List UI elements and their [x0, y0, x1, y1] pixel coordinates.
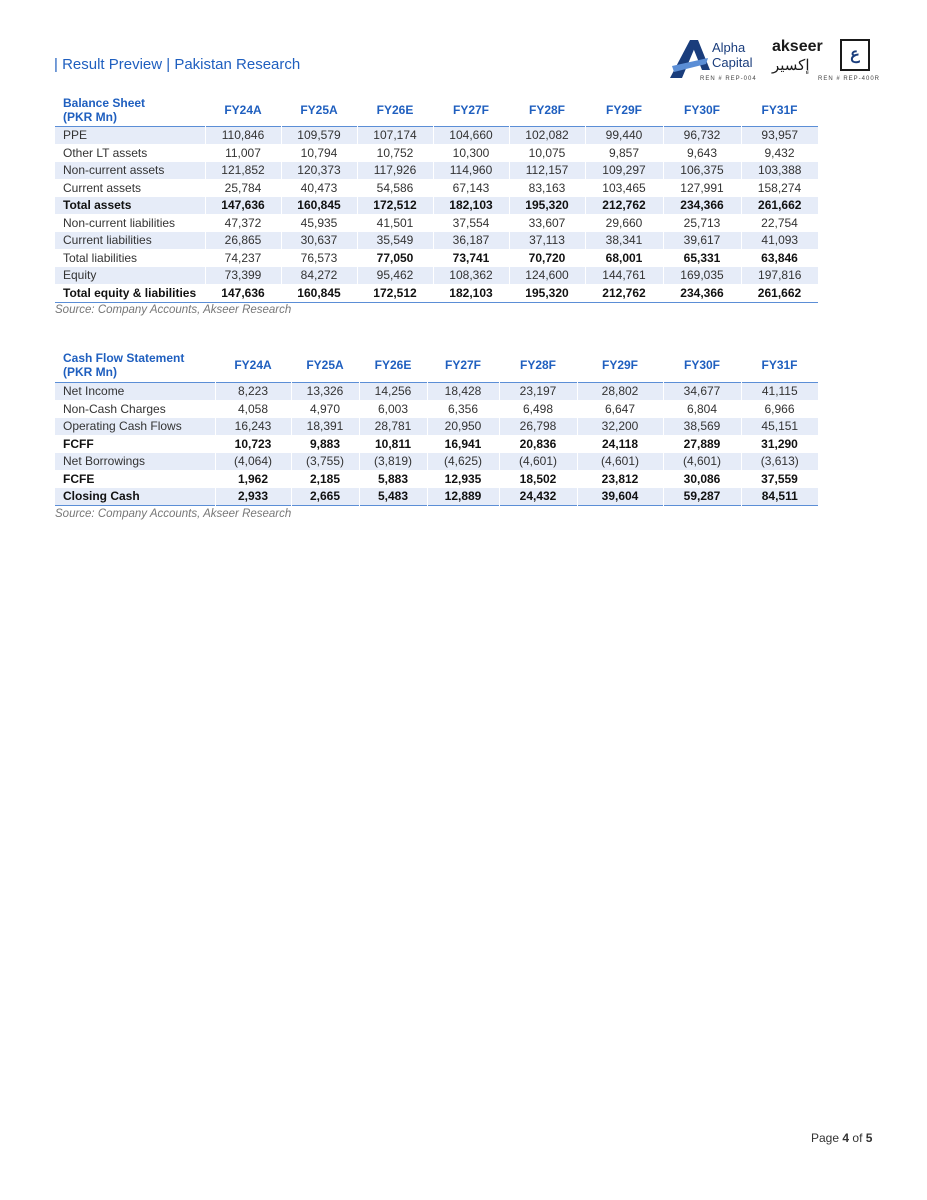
- balance-sheet-table: [55, 94, 818, 303]
- row-label: PPE: [55, 126, 205, 144]
- table-cell: 41,115: [741, 382, 818, 400]
- table-cell: 9,883: [309, 436, 341, 451]
- column-header: FY28F: [519, 358, 556, 373]
- row-label: FCFF: [63, 436, 94, 451]
- table-cell: 158,274: [757, 180, 802, 195]
- table-cell: (4,601): [663, 453, 741, 471]
- table-cell: 172,512: [357, 197, 433, 215]
- table-cell: 121,852: [205, 162, 281, 180]
- table-cell: 6,003: [377, 401, 409, 416]
- row-label: Non-current liabilities: [63, 215, 176, 230]
- cash-flow-source: Source: Company Accounts, Akseer Research: [55, 508, 292, 520]
- table-cell: 59,287: [663, 488, 741, 506]
- row-label: Equity: [55, 267, 205, 285]
- table-cell: 25,713: [683, 215, 721, 230]
- table-cell: (3,819): [359, 453, 427, 471]
- table-cell: 26,798: [499, 418, 577, 436]
- table-cell: 2,185: [309, 471, 341, 486]
- table-cell: 29,660: [605, 215, 643, 230]
- table-cell: 10,752: [376, 145, 414, 160]
- table-cell: 13,326: [291, 382, 359, 400]
- table-cell: 10,300: [452, 145, 490, 160]
- table-cell: 104,660: [433, 126, 509, 144]
- table-cell: 26,865: [205, 232, 281, 250]
- table-cell: 36,187: [433, 232, 509, 250]
- table-cell: 234,366: [680, 285, 724, 300]
- table-cell: (4,601): [499, 453, 577, 471]
- table-row: [55, 144, 818, 162]
- table-cell: 16,941: [444, 436, 482, 451]
- table-cell: 14,256: [359, 382, 427, 400]
- table-cell: 195,320: [509, 197, 585, 215]
- table-cell: 172,512: [373, 285, 417, 300]
- table-cell: 45,935: [300, 215, 338, 230]
- table-cell: 212,762: [602, 285, 646, 300]
- table-cell: 96,732: [663, 126, 741, 144]
- table-cell: 160,845: [297, 285, 341, 300]
- table-cell: 33,607: [528, 215, 566, 230]
- table-cell: 37,554: [452, 215, 490, 230]
- row-label: Non-Cash Charges: [63, 401, 166, 416]
- table-cell: 6,498: [522, 401, 554, 416]
- table-cell: 27,889: [683, 436, 721, 451]
- table-cell: 169,035: [663, 267, 741, 285]
- table-cell: 95,462: [357, 267, 433, 285]
- table-cell: 234,366: [663, 197, 741, 215]
- column-header: FY28F: [528, 102, 565, 117]
- table-cell: 30,637: [281, 232, 357, 250]
- table-cell: 25,784: [224, 180, 262, 195]
- akseer-logo-text: akseer: [772, 38, 823, 55]
- column-header: FY29F: [601, 358, 638, 373]
- table-cell: 9,432: [764, 145, 795, 160]
- table-cell: 5,883: [377, 471, 409, 486]
- akseer-logo-box-icon: ع: [840, 39, 870, 71]
- table-row: [55, 435, 818, 453]
- table-cell: 35,549: [357, 232, 433, 250]
- table-cell: 11,007: [225, 145, 261, 160]
- cash-flow-title-line2: (PKR Mn): [63, 365, 117, 380]
- of-word: of: [852, 1131, 863, 1145]
- table-cell: 114,960: [433, 162, 509, 180]
- table-cell: 117,926: [357, 162, 433, 180]
- table-cell: 18,502: [519, 471, 557, 486]
- table-cell: 2,933: [215, 488, 291, 506]
- cash-flow-table: [55, 349, 818, 506]
- table-cell: 47,372: [224, 215, 262, 230]
- table-row: [55, 162, 818, 180]
- row-label: Net Income: [55, 382, 215, 400]
- table-cell: 76,573: [300, 250, 338, 265]
- table-cell: 18,428: [427, 382, 499, 400]
- column-header: FY27F: [452, 102, 489, 117]
- column-header: FY29F: [605, 102, 642, 117]
- table-cell: 261,662: [757, 285, 802, 300]
- table-cell: 73,741: [452, 250, 490, 265]
- column-header: FY24A: [224, 102, 262, 117]
- table-cell: 195,320: [525, 285, 569, 300]
- table-cell: 54,586: [376, 180, 414, 195]
- column-header: FY24A: [234, 358, 272, 373]
- table-cell: 37,559: [761, 471, 798, 486]
- table-cell: 4,970: [309, 401, 341, 416]
- table-cell: 68,001: [605, 250, 643, 265]
- table-cell: 38,341: [585, 232, 663, 250]
- row-label: Net Borrowings: [55, 453, 215, 471]
- alpha-logo-line2: Capital: [712, 55, 753, 70]
- table-cell: 261,662: [741, 197, 818, 215]
- page-header-title: | Result Preview | Pakistan Research: [54, 56, 301, 73]
- table-cell: 1,962: [237, 471, 269, 486]
- table-cell: 40,473: [300, 180, 338, 195]
- table-cell: 22,754: [761, 215, 798, 230]
- table-cell: 32,200: [577, 418, 663, 436]
- balance-sheet-title-line1: Balance Sheet: [63, 95, 146, 110]
- table-cell: 8,223: [215, 382, 291, 400]
- table-row: [55, 214, 818, 232]
- table-cell: (3,613): [741, 453, 818, 471]
- table-cell: 182,103: [449, 285, 493, 300]
- table-cell: 106,375: [663, 162, 741, 180]
- table-cell: 12,889: [427, 488, 499, 506]
- page-number: [811, 1131, 872, 1145]
- table-cell: 6,966: [764, 401, 795, 416]
- table-row: [55, 126, 818, 144]
- row-label: Operating Cash Flows: [55, 418, 215, 436]
- row-label: Non-current assets: [55, 162, 205, 180]
- table-cell: 24,432: [499, 488, 577, 506]
- table-cell: 70,720: [528, 250, 566, 265]
- table-cell: 160,845: [281, 197, 357, 215]
- column-header: FY26E: [374, 358, 412, 373]
- table-row: [55, 249, 818, 267]
- table-cell: (4,625): [427, 453, 499, 471]
- alpha-registration: REN # REP-004: [700, 76, 757, 82]
- page-current: 4: [842, 1131, 850, 1145]
- table-cell: 18,391: [291, 418, 359, 436]
- table-cell: 41,093: [741, 232, 818, 250]
- table-cell: 34,677: [663, 382, 741, 400]
- table-cell: 5,483: [359, 488, 427, 506]
- row-label: Current liabilities: [55, 232, 205, 250]
- table-cell: 12,935: [444, 471, 482, 486]
- table-cell: 84,272: [281, 267, 357, 285]
- table-cell: 147,636: [221, 285, 265, 300]
- balance-sheet-header-row: [55, 94, 818, 126]
- table-cell: 24,118: [601, 436, 639, 451]
- table-cell: 39,604: [577, 488, 663, 506]
- table-cell: 120,373: [281, 162, 357, 180]
- table-cell: 30,086: [683, 471, 721, 486]
- column-header: FY30F: [683, 102, 720, 117]
- table-row: [55, 400, 818, 418]
- table-cell: 28,802: [577, 382, 663, 400]
- cash-flow-header-row: [55, 349, 818, 382]
- table-row: [55, 470, 818, 488]
- row-label: Closing Cash: [55, 488, 215, 506]
- table-cell: 144,761: [585, 267, 663, 285]
- table-cell: 65,331: [683, 250, 721, 265]
- table-cell: 4,058: [237, 401, 269, 416]
- table-cell: 10,811: [374, 436, 412, 451]
- balance-sheet-source: Source: Company Accounts, Akseer Research: [55, 304, 292, 316]
- table-cell: 124,600: [509, 267, 585, 285]
- akseer-logo-arabic: إكسير: [772, 57, 810, 74]
- table-cell: (4,064): [215, 453, 291, 471]
- table-cell: 109,579: [281, 126, 357, 144]
- row-label: Current assets: [63, 180, 142, 195]
- table-cell: 197,816: [741, 267, 818, 285]
- table-cell: 182,103: [433, 197, 509, 215]
- table-row: [55, 382, 818, 400]
- table-cell: 99,440: [585, 126, 663, 144]
- table-cell: 9,643: [686, 145, 718, 160]
- table-cell: 20,950: [427, 418, 499, 436]
- balance-sheet-title-line2: (PKR Mn): [63, 109, 117, 124]
- page-word: Page: [811, 1131, 840, 1145]
- table-cell: (4,601): [577, 453, 663, 471]
- table-cell: 37,113: [509, 232, 585, 250]
- table-cell: 63,846: [761, 250, 798, 265]
- table-row: [55, 284, 818, 302]
- balance-sheet-title: [55, 94, 205, 126]
- table-cell: 110,846: [205, 126, 281, 144]
- table-cell: 67,143: [452, 180, 490, 195]
- table-row: [55, 418, 818, 436]
- column-header: FY27F: [444, 358, 481, 373]
- table-cell: 16,243: [215, 418, 291, 436]
- table-cell: 127,991: [680, 180, 724, 195]
- table-cell: 6,647: [604, 401, 636, 416]
- column-header: FY30F: [683, 358, 720, 373]
- cash-flow-title: [55, 349, 215, 382]
- table-cell: 77,050: [376, 250, 414, 265]
- table-cell: 6,356: [447, 401, 479, 416]
- table-cell: 103,388: [741, 162, 818, 180]
- table-row: [55, 488, 818, 506]
- column-header: FY31F: [761, 358, 798, 373]
- table-cell: 23,812: [601, 471, 639, 486]
- table-cell: 38,569: [663, 418, 741, 436]
- table-cell: 212,762: [585, 197, 663, 215]
- table-cell: 83,163: [528, 180, 566, 195]
- table-row: [55, 267, 818, 285]
- table-cell: 93,957: [741, 126, 818, 144]
- row-label: Total assets: [55, 197, 205, 215]
- table-cell: 84,511: [741, 488, 818, 506]
- table-row: [55, 179, 818, 197]
- table-cell: 112,157: [509, 162, 585, 180]
- cash-flow-title-line1: Cash Flow Statement: [63, 351, 185, 366]
- table-cell: 23,197: [499, 382, 577, 400]
- table-row: [55, 453, 818, 471]
- page-total: 5: [865, 1131, 873, 1145]
- table-cell: 2,665: [291, 488, 359, 506]
- table-cell: 20,836: [519, 436, 557, 451]
- table-row: [55, 197, 818, 215]
- column-header: FY26E: [376, 102, 414, 117]
- table-cell: 108,362: [433, 267, 509, 285]
- row-label: Total liabilities: [63, 250, 138, 265]
- akseer-registration: REN # REP-400R: [818, 76, 881, 82]
- table-cell: 74,237: [224, 250, 262, 265]
- table-cell: 10,723: [234, 436, 272, 451]
- table-cell: 6,804: [686, 401, 718, 416]
- table-cell: 73,399: [205, 267, 281, 285]
- table-cell: 107,174: [357, 126, 433, 144]
- table-cell: 45,151: [741, 418, 818, 436]
- table-cell: 10,075: [528, 145, 566, 160]
- column-header: FY25A: [300, 102, 338, 117]
- row-label: Total equity & liabilities: [63, 285, 197, 300]
- table-cell: 39,617: [663, 232, 741, 250]
- table-cell: 31,290: [761, 436, 798, 451]
- table-cell: 28,781: [359, 418, 427, 436]
- row-label: Other LT assets: [63, 145, 148, 160]
- alpha-capital-logo-text: [712, 40, 752, 70]
- table-cell: 9,857: [608, 145, 640, 160]
- table-cell: (3,755): [291, 453, 359, 471]
- row-label: FCFE: [63, 471, 95, 486]
- table-cell: 102,082: [509, 126, 585, 144]
- alpha-logo-line1: Alpha: [712, 40, 746, 55]
- column-header: FY25A: [306, 358, 344, 373]
- table-cell: 109,297: [585, 162, 663, 180]
- table-cell: 147,636: [205, 197, 281, 215]
- column-header: FY31F: [761, 102, 798, 117]
- table-cell: 103,465: [602, 180, 646, 195]
- table-row: [55, 232, 818, 250]
- table-cell: 41,501: [376, 215, 414, 230]
- table-cell: 10,794: [300, 145, 338, 160]
